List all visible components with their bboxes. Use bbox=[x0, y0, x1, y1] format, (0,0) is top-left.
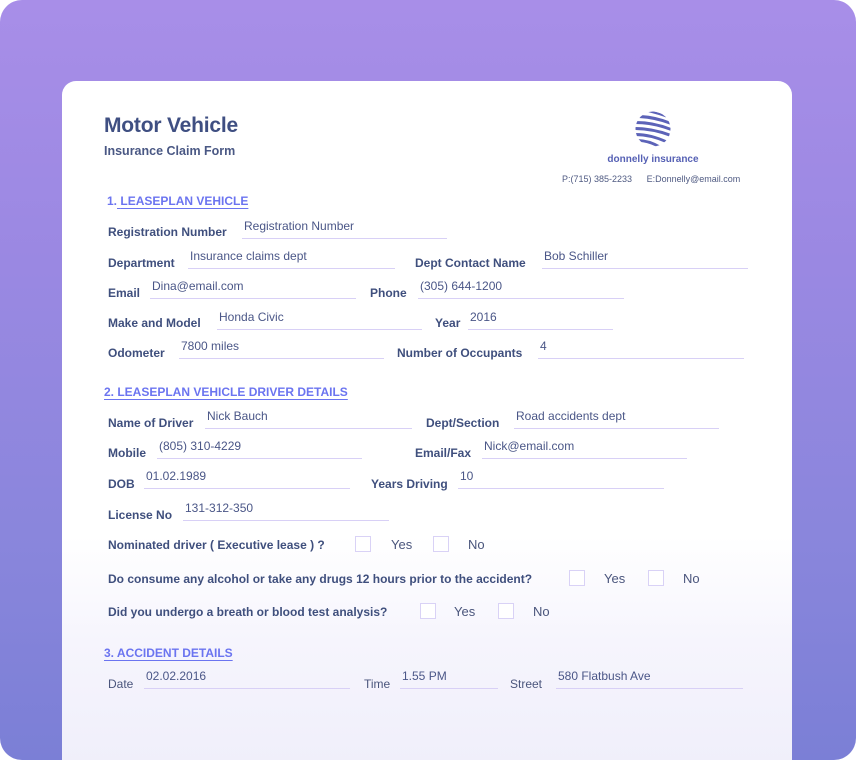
license-field[interactable] bbox=[183, 500, 389, 521]
phone-label: Phone bbox=[370, 286, 407, 300]
dept-contact-label: Dept Contact Name bbox=[415, 256, 526, 270]
registration-value: Registration Number bbox=[244, 219, 355, 233]
year-field[interactable] bbox=[468, 309, 613, 330]
dept-section-value: Road accidents dept bbox=[516, 409, 626, 423]
breath-test-yes-label: Yes bbox=[454, 604, 476, 619]
alcohol-yes-label: Yes bbox=[604, 571, 626, 586]
license-label: License No bbox=[108, 508, 173, 522]
date-field[interactable] bbox=[144, 668, 350, 689]
email-value: Dina@email.com bbox=[152, 279, 244, 293]
question-breath-test: Did you undergo a breath or blood test analysis? bbox=[108, 605, 388, 619]
section-1-heading bbox=[107, 194, 248, 208]
breath-test-no-checkbox[interactable] bbox=[498, 603, 514, 619]
email-fax-field[interactable] bbox=[482, 438, 687, 459]
make-model-field[interactable] bbox=[217, 309, 422, 330]
mobile-value: (805) 310-4229 bbox=[159, 439, 242, 453]
year-label: Year bbox=[435, 316, 461, 330]
years-driving-label: Years Driving bbox=[371, 477, 448, 491]
department-label: Department bbox=[108, 256, 175, 270]
dept-section-field[interactable] bbox=[514, 408, 719, 429]
department-field[interactable] bbox=[188, 248, 395, 269]
occupants-value: 4 bbox=[540, 339, 547, 353]
company-phone: P:(715) 385-2233 bbox=[562, 174, 633, 184]
alcohol-yes-checkbox[interactable] bbox=[569, 570, 585, 586]
street-value: 580 Flatbush Ave bbox=[558, 669, 651, 683]
date-label: Date bbox=[108, 677, 134, 691]
email-label: Email bbox=[108, 286, 141, 300]
section-3-heading: 3. ACCIDENT DETAILS bbox=[104, 646, 233, 660]
date-value: 02.02.2016 bbox=[146, 669, 207, 683]
email-fax-label: Email/Fax bbox=[415, 446, 472, 460]
section-2-heading: 2. LEASEPLAN VEHICLE DRIVER DETAILS bbox=[104, 385, 348, 399]
email-field[interactable] bbox=[150, 278, 356, 299]
company-email: E:Donnelly@email.com bbox=[646, 174, 741, 184]
dept-section-label: Dept/Section bbox=[426, 416, 500, 430]
dob-field[interactable] bbox=[144, 468, 350, 489]
odometer-field[interactable] bbox=[179, 338, 384, 359]
nominated-no-label: No bbox=[468, 537, 485, 552]
driver-name-label: Name of Driver bbox=[108, 416, 194, 430]
alcohol-no-label: No bbox=[683, 571, 700, 586]
street-label: Street bbox=[510, 677, 543, 691]
dob-label: DOB bbox=[108, 477, 135, 491]
year-value: 2016 bbox=[470, 310, 497, 324]
section-1-number: 1. bbox=[107, 194, 118, 208]
claim-form-card bbox=[62, 81, 792, 760]
registration-field[interactable] bbox=[242, 218, 447, 239]
driver-name-field[interactable] bbox=[205, 408, 412, 429]
mobile-field[interactable] bbox=[157, 438, 362, 459]
breath-test-no-label: No bbox=[533, 604, 550, 619]
license-value: 131-312-350 bbox=[185, 501, 254, 515]
nominated-yes-label: Yes bbox=[391, 537, 413, 552]
registration-label: Registration Number bbox=[108, 225, 227, 239]
mobile-label: Mobile bbox=[108, 446, 146, 460]
years-driving-value: 10 bbox=[460, 469, 474, 483]
company-name: donnelly insurance bbox=[607, 154, 699, 165]
make-model-label: Make and Model bbox=[108, 316, 201, 330]
striped-globe-icon bbox=[635, 111, 671, 147]
form-title: Motor Vehicle bbox=[104, 114, 238, 137]
dept-contact-field[interactable] bbox=[542, 248, 748, 269]
breath-test-yes-checkbox[interactable] bbox=[420, 603, 436, 619]
street-field[interactable] bbox=[556, 668, 743, 689]
driver-name-value: Nick Bauch bbox=[207, 409, 268, 423]
question-alcohol-drugs: Do consume any alcohol or take any drugs 12 hours prior to the accident? bbox=[108, 572, 533, 586]
company-contact bbox=[562, 174, 740, 184]
phone-value: (305) 644-1200 bbox=[420, 279, 503, 293]
time-label: Time bbox=[364, 677, 391, 691]
occupants-field[interactable] bbox=[538, 338, 744, 359]
dob-value: 01.02.1989 bbox=[146, 469, 207, 483]
dept-contact-value: Bob Schiller bbox=[544, 249, 609, 263]
email-fax-value: Nick@email.com bbox=[484, 439, 575, 453]
make-model-value: Honda Civic bbox=[219, 310, 284, 324]
department-value: Insurance claims dept bbox=[190, 249, 307, 263]
time-value: 1.55 PM bbox=[402, 669, 447, 683]
question-nominated-driver: Nominated driver ( Executive lease ) ? bbox=[108, 538, 325, 552]
form-subtitle: Insurance Claim Form bbox=[104, 144, 236, 158]
occupants-label: Number of Occupants bbox=[397, 346, 523, 360]
nominated-no-checkbox[interactable] bbox=[433, 536, 449, 552]
years-driving-field[interactable] bbox=[458, 468, 664, 489]
section-1-title: LEASEPLAN VEHICLE bbox=[120, 194, 249, 208]
phone-field[interactable] bbox=[418, 278, 624, 299]
alcohol-no-checkbox[interactable] bbox=[648, 570, 664, 586]
time-field[interactable] bbox=[400, 668, 498, 689]
odometer-value: 7800 miles bbox=[181, 339, 240, 353]
odometer-label: Odometer bbox=[108, 346, 165, 360]
nominated-yes-checkbox[interactable] bbox=[355, 536, 371, 552]
